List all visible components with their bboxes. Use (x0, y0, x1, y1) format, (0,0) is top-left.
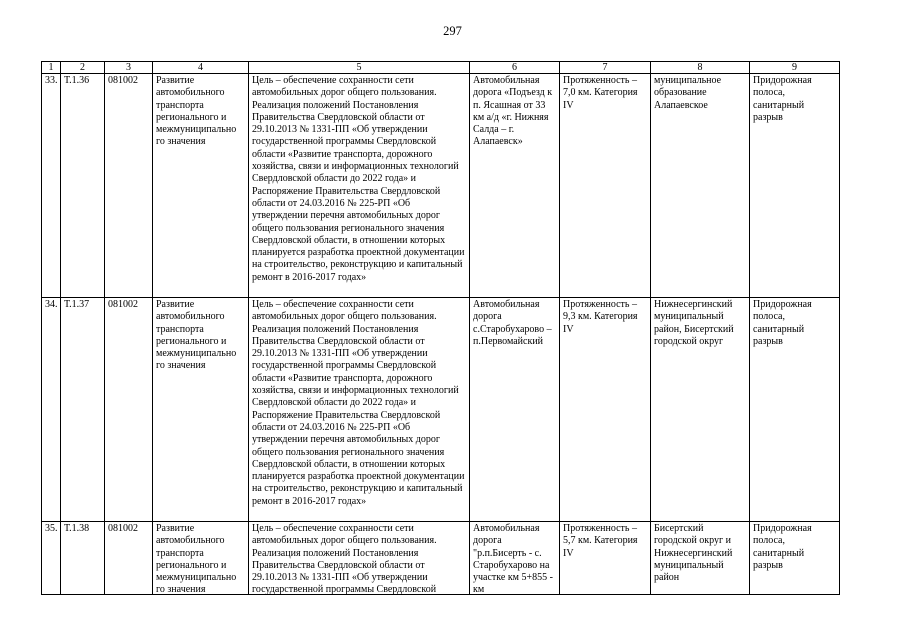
row-zones: Придорожная полоса, санитарный разрыв (750, 74, 840, 298)
cell-content: 081002 (108, 523, 138, 534)
row-basis: Цель – обеспечение сохранности сети автомобильных дорог общего пользования. Реализация положений Постановления Правительства Свердловской области от 29.10.2013 № 1331-ПП «Об утверждении государственной программы Свердловской области «Развитие транспорта, дорожного хозяйства, связи и информационных технологий Свердловской области до 2022 года» и Распоряжение Правительства Свердловской области от 24.03.2016 № 225-РП «Об утверждении перечня автомобильных дорог общего пользования регионального значения Свердловской области, в отношении которых планируется разработка проектной документации на строительство, реконструкцию и капитальный ремонт в 2016-2017 годах» (249, 298, 470, 522)
column-header: 4 (153, 62, 249, 74)
row-characteristics: Протяженность – 7,0 км. Категория IV (560, 74, 651, 298)
column-header: 7 (560, 62, 651, 74)
header-row (42, 62, 840, 74)
column-header: 2 (61, 62, 105, 74)
column-header: 6 (470, 62, 560, 74)
column-header: 5 (249, 62, 470, 74)
row-number: 34. (42, 298, 61, 522)
cell-content: Развитие автомобильного транспорта регионального и межмуниципально го значения (156, 523, 237, 594)
row-number (42, 522, 61, 595)
cell-content: Т.1.38 (64, 523, 90, 534)
cell-content: 35. (45, 523, 57, 534)
row-okved: 081002 (105, 298, 153, 522)
row-object (470, 522, 560, 595)
cell-content: Автомобильная дорога "р.п.Бисерть - с. Старобухарово на участке км 5+855 - км (473, 523, 553, 594)
row-basis (249, 522, 470, 595)
row-characteristics: Протяженность – 9,3 км. Категория IV (560, 298, 651, 522)
row-code: Т.1.37 (61, 298, 105, 522)
column-header: 9 (750, 62, 840, 74)
page-number: 297 (443, 24, 462, 38)
row-number: 33. (42, 74, 61, 298)
row-code: Т.1.36 (61, 74, 105, 298)
column-header: 1 (42, 62, 61, 74)
row-location: Нижнесергинский муниципальный район, Бисертский городской округ (651, 298, 750, 522)
row-zones (750, 522, 840, 595)
row-purpose (153, 522, 249, 595)
row-purpose: Развитие автомобильного транспорта регионального и межмуниципально го значения (153, 74, 249, 298)
cell-content: Протяженность – 5,7 км. Категория IV (563, 523, 638, 559)
table-row (42, 74, 840, 298)
row-location (651, 522, 750, 595)
column-header: 8 (651, 62, 750, 74)
row-code (61, 522, 105, 595)
row-okved: 081002 (105, 74, 153, 298)
column-header: 3 (105, 62, 153, 74)
table-row (42, 522, 840, 595)
row-zones: Придорожная полоса, санитарный разрыв (750, 298, 840, 522)
row-location: муниципальное образование Алапаевское (651, 74, 750, 298)
row-purpose: Развитие автомобильного транспорта регионального и межмуниципально го значения (153, 298, 249, 522)
cell-content: Бисертский городской округ и Нижнесергинский муниципальный район (654, 523, 733, 584)
table-row (42, 298, 840, 522)
document-table (41, 61, 840, 595)
cell-content: Цель – обеспечение сохранности сети автомобильных дорог общего пользования. Реализация положений Постановления Правительства Свердловской области от 29.10.2013 № 1331-ПП «Об утверждении государственной программы Свердловской (252, 523, 437, 594)
row-object: Автомобильная дорога с.Старобухарово – п.Первомайский (470, 298, 560, 522)
cell-content: Придорожная полоса, санитарный разрыв (753, 523, 812, 571)
row-basis: Цель – обеспечение сохранности сети автомобильных дорог общего пользования. Реализация положений Постановления Правительства Свердловской области от 29.10.2013 № 1331-ПП «Об утверждении государственной программы Свердловской области «Развитие транспорта, дорожного хозяйства, связи и информационных технологий Свердловской области до 2022 года» и Распоряжение Правительства Свердловской области от 24.03.2016 № 225-РП «Об утверждении перечня автомобильных дорог общего пользования регионального значения Свердловской области, в отношении которых планируется разработка проектной документации на строительство, реконструкцию и капитальный ремонт в 2016-2017 годах» (249, 74, 470, 298)
row-okved (105, 522, 153, 595)
row-object: Автомобильная дорога «Подъезд к п. Ясашная от 33 км а/д «г. Нижняя Салда – г. Алапаевск» (470, 74, 560, 298)
row-characteristics (560, 522, 651, 595)
